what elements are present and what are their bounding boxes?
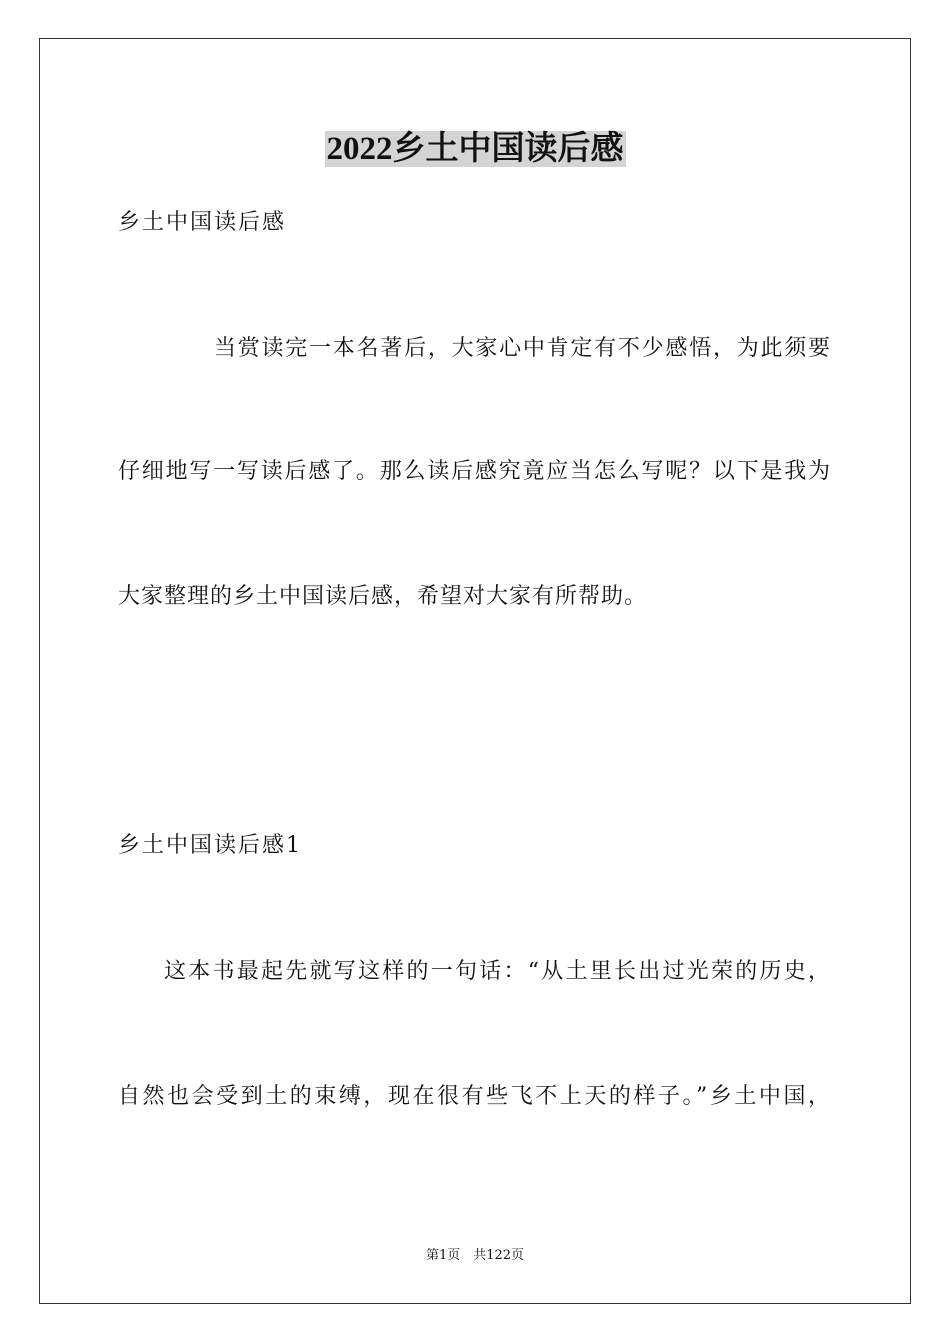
document-title-text: 2022乡土中国读后感 xyxy=(326,131,624,167)
intro-line-1: 当赏读完一本名著后，大家心中肯定有不少感悟，为此须要 xyxy=(214,336,830,361)
intro-line-2: 仔细地写一写读后感了。那么读后感究竟应当怎么写呢？以下是我为 xyxy=(118,459,830,484)
intro-line-3: 大家整理的乡土中国读后感，希望对大家有所帮助。 xyxy=(118,584,648,609)
section-heading: 乡土中国读后感1 xyxy=(118,833,302,858)
section-line-1: 这本书最起先就写这样的一句话：“从土里长出过光荣的历史， xyxy=(164,959,830,984)
document-subtitle: 乡土中国读后感 xyxy=(118,210,287,235)
page-footer: 第1页 共122页 xyxy=(425,1248,525,1263)
document-title xyxy=(0,127,950,171)
section-line-2: 自然也会受到土的束缚，现在很有些飞不上天的样子。”乡土中国， xyxy=(118,1084,830,1109)
